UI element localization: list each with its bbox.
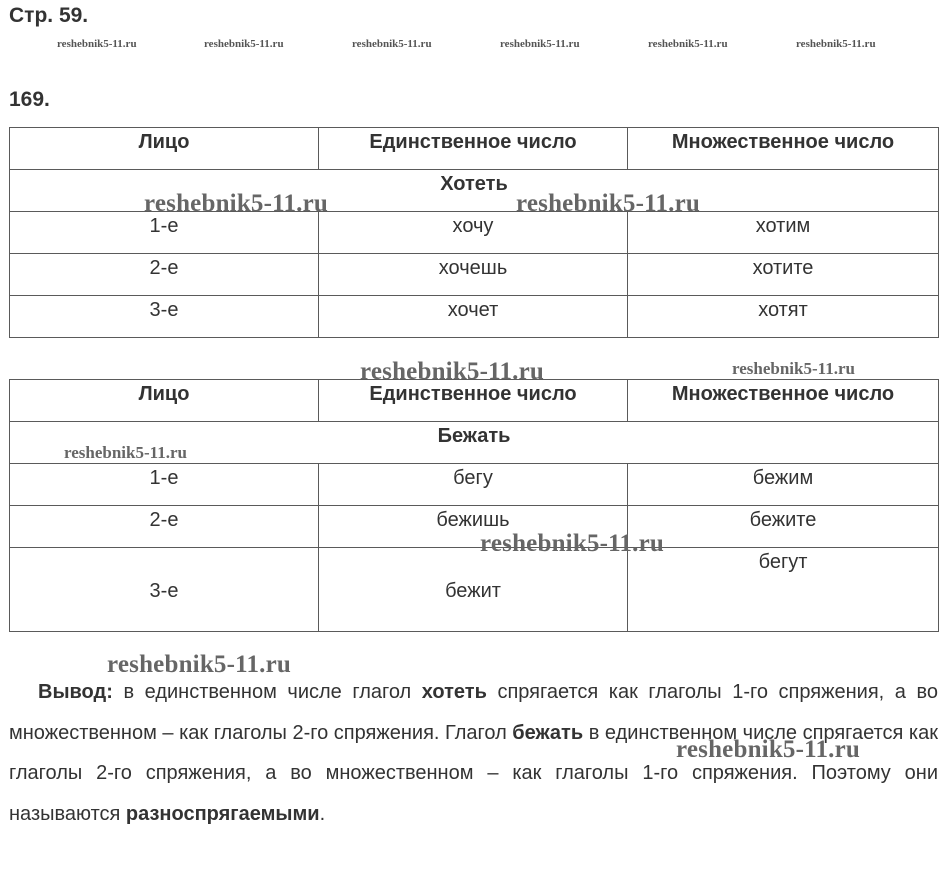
- conclusion-text: в единственном числе глагол: [112, 681, 422, 703]
- cell-plural: хотим: [628, 212, 939, 254]
- watermark: reshebnik5-11.ru: [352, 38, 432, 50]
- watermark: reshebnik5-11.ru: [732, 359, 855, 378]
- conclusion-text: спрягается как глаголы 1-го спряжения, а во множественном – как глаголы 2-го спряжения. Глагол: [9, 681, 938, 744]
- watermark: reshebnik5-11.ru: [516, 190, 701, 217]
- table-row: [10, 548, 939, 632]
- header-singular: Единственное число: [319, 380, 628, 422]
- cell-plural: бежите: [628, 506, 939, 548]
- table-row: [10, 296, 939, 338]
- cell-person: 2-е: [10, 254, 319, 296]
- watermark: reshebnik5-11.ru: [64, 443, 187, 462]
- header-singular: Единственное число: [319, 128, 628, 170]
- header-plural: Множественное число: [628, 128, 939, 170]
- conclusion-term: разноспрягаемыми: [125, 802, 320, 825]
- table-row: [10, 464, 939, 506]
- watermark: reshebnik5-11.ru: [107, 651, 292, 678]
- cell-plural: хотите: [628, 254, 939, 296]
- conclusion-text: в единственном числе спрягается как глаголы 2-го спряжения, а во множественном – как глаголы 1-го спряжения. Поэтому они называются: [9, 721, 938, 825]
- conclusion-verb-khotet: хотеть: [421, 681, 487, 703]
- cell-person: 1-е: [10, 212, 319, 254]
- watermark: reshebnik5-11.ru: [57, 38, 137, 50]
- page-label: Стр. 59.: [9, 4, 89, 27]
- watermark: reshebnik5-11.ru: [144, 190, 329, 217]
- cell-singular: хочет: [319, 296, 628, 338]
- task-number: 169.: [9, 88, 50, 111]
- cell-person: 2-е: [10, 506, 319, 548]
- cell-person: 3-е: [10, 548, 319, 632]
- conclusion-verb-bezhat: бежать: [512, 721, 584, 744]
- table-header-row: [10, 128, 939, 170]
- cell-singular: хочу: [319, 212, 628, 254]
- cell-person: 3-е: [10, 296, 319, 338]
- header-plural: Множественное число: [628, 380, 939, 422]
- conclusion-end: .: [319, 802, 326, 825]
- watermark: reshebnik5-11.ru: [648, 38, 728, 50]
- watermark: reshebnik5-11.ru: [360, 358, 545, 385]
- cell-plural: бежим: [628, 464, 939, 506]
- conjugation-table-khotet: [9, 127, 939, 338]
- watermark: reshebnik5-11.ru: [500, 38, 580, 50]
- verb-title: Хотеть: [10, 170, 939, 212]
- header-person: Лицо: [10, 380, 319, 422]
- conclusion-label: Вывод:: [38, 681, 113, 703]
- watermark: reshebnik5-11.ru: [480, 530, 665, 557]
- watermark-row: [0, 38, 948, 54]
- cell-singular: хочешь: [319, 254, 628, 296]
- cell-plural: бегут: [628, 548, 939, 632]
- table-row: [10, 506, 939, 548]
- cell-plural: хотят: [628, 296, 939, 338]
- watermark: reshebnik5-11.ru: [796, 38, 876, 50]
- cell-person: 1-е: [10, 464, 319, 506]
- watermark: reshebnik5-11.ru: [204, 38, 284, 50]
- cell-singular: бегу: [319, 464, 628, 506]
- conjugation-table-bezhat: [9, 379, 939, 632]
- verb-title: Бежать: [10, 422, 939, 464]
- header-person: Лицо: [10, 128, 319, 170]
- table-row: [10, 254, 939, 296]
- cell-singular: бежишь: [319, 506, 628, 548]
- cell-singular: бежит: [319, 548, 628, 632]
- watermark: reshebnik5-11.ru: [676, 736, 861, 763]
